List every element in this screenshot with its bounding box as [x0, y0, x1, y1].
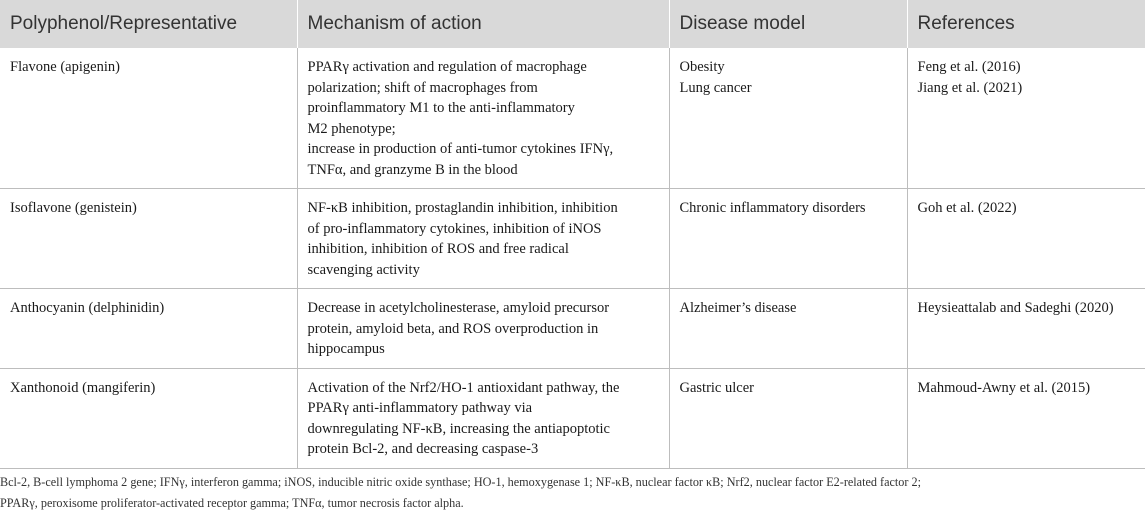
mechanism-line: TNFα, and granzyme B in the blood: [307, 161, 518, 178]
disease-line: Gastric ulcer: [679, 379, 754, 396]
mechanism-line: PPARγ anti-inflammatory pathway via: [307, 400, 533, 416]
mechanism-line: scavenging activity: [307, 261, 420, 278]
cell-disease-model: [669, 368, 907, 468]
cell-mechanism: [297, 289, 669, 369]
cell-references: [907, 368, 1145, 468]
cell-mechanism: [297, 189, 669, 289]
reference-line: Jiang et al. (2021): [917, 79, 1023, 96]
column-header-disease-model: Disease model: [669, 0, 907, 48]
polyphenol-name: Flavone (apigenin): [10, 59, 120, 75]
table-row: [0, 48, 1145, 189]
cell-polyphenol: [0, 368, 297, 468]
footnote-line: PPARγ, peroxisome proliferator-activated receptor gamma; TNFα, tumor necrosis factor alpha.: [0, 496, 464, 510]
cell-disease-model: [669, 289, 907, 369]
mechanism-line: inhibition, inhibition of ROS and free radical: [307, 241, 569, 257]
cell-polyphenol: [0, 189, 297, 289]
mechanism-line: M2 phenotype;: [307, 120, 396, 137]
mechanism-line: downregulating NF-κB, increasing the antiapoptotic: [307, 420, 610, 437]
mechanism-line: PPARγ activation and regulation of macrophage: [307, 59, 587, 75]
mechanism-line: hippocampus: [307, 341, 385, 357]
cell-polyphenol: [0, 48, 297, 189]
mechanism-line: Activation of the Nrf2/HO-1 antioxidant pathway, the: [307, 379, 620, 396]
cell-disease-model: [669, 48, 907, 189]
table-row: [0, 289, 1145, 369]
cell-mechanism: [297, 368, 669, 468]
mechanism-line: of pro-inflammatory cytokines, inhibition of iNOS: [307, 220, 602, 237]
cell-references: [907, 189, 1145, 289]
column-header-references: References: [907, 0, 1145, 48]
cell-disease-model: [669, 189, 907, 289]
mechanism-line: protein Bcl-2, and decreasing caspase-3: [307, 441, 539, 457]
column-header-polyphenol: Polyphenol/Representative: [0, 0, 297, 48]
reference-line: Mahmoud-Awny et al. (2015): [917, 379, 1091, 396]
table-row: [0, 368, 1145, 468]
reference-line: Heysieattalab and Sadeghi (2020): [917, 300, 1114, 316]
mechanism-line: Decrease in acetylcholinesterase, amyloid precursor: [307, 300, 610, 316]
cell-mechanism: [297, 48, 669, 189]
mechanism-line: NF-κB inhibition, prostaglandin inhibition, inhibition: [307, 200, 618, 216]
mechanism-line: polarization; shift of macrophages from: [307, 79, 538, 96]
table-footnote: [0, 472, 1145, 514]
table-header-row: [0, 0, 1145, 48]
footnote-line: Bcl-2, B-cell lymphoma 2 gene; IFNγ, interferon gamma; iNOS, inducible nitric oxide synthase; HO-1, hemoxygenase 1; NF-κB, nuclear factor κB; Nrf2, nuclear factor E2-related factor 2;: [0, 475, 921, 489]
reference-line: Goh et al. (2022): [917, 200, 1017, 216]
table-row: [0, 189, 1145, 289]
reference-line: Feng et al. (2016): [917, 59, 1021, 75]
cell-references: [907, 48, 1145, 189]
mechanism-line: increase in production of anti-tumor cytokines IFNγ,: [307, 141, 614, 157]
disease-line: Obesity: [679, 59, 725, 75]
polyphenol-name: Anthocyanin (delphinidin): [10, 300, 165, 316]
mechanism-line: protein, amyloid beta, and ROS overproduction in: [307, 320, 599, 337]
cell-references: [907, 289, 1145, 369]
disease-line: Alzheimer’s disease: [679, 300, 797, 316]
column-header-mechanism: Mechanism of action: [297, 0, 669, 48]
disease-line: Lung cancer: [679, 79, 752, 96]
disease-line: Chronic inflammatory disorders: [679, 200, 866, 216]
polyphenol-name: Xanthonoid (mangiferin): [10, 379, 156, 396]
cell-polyphenol: [0, 289, 297, 369]
mechanism-line: proinflammatory M1 to the anti-inflammatory: [307, 100, 575, 116]
polyphenol-name: Isoflavone (genistein): [10, 200, 137, 216]
